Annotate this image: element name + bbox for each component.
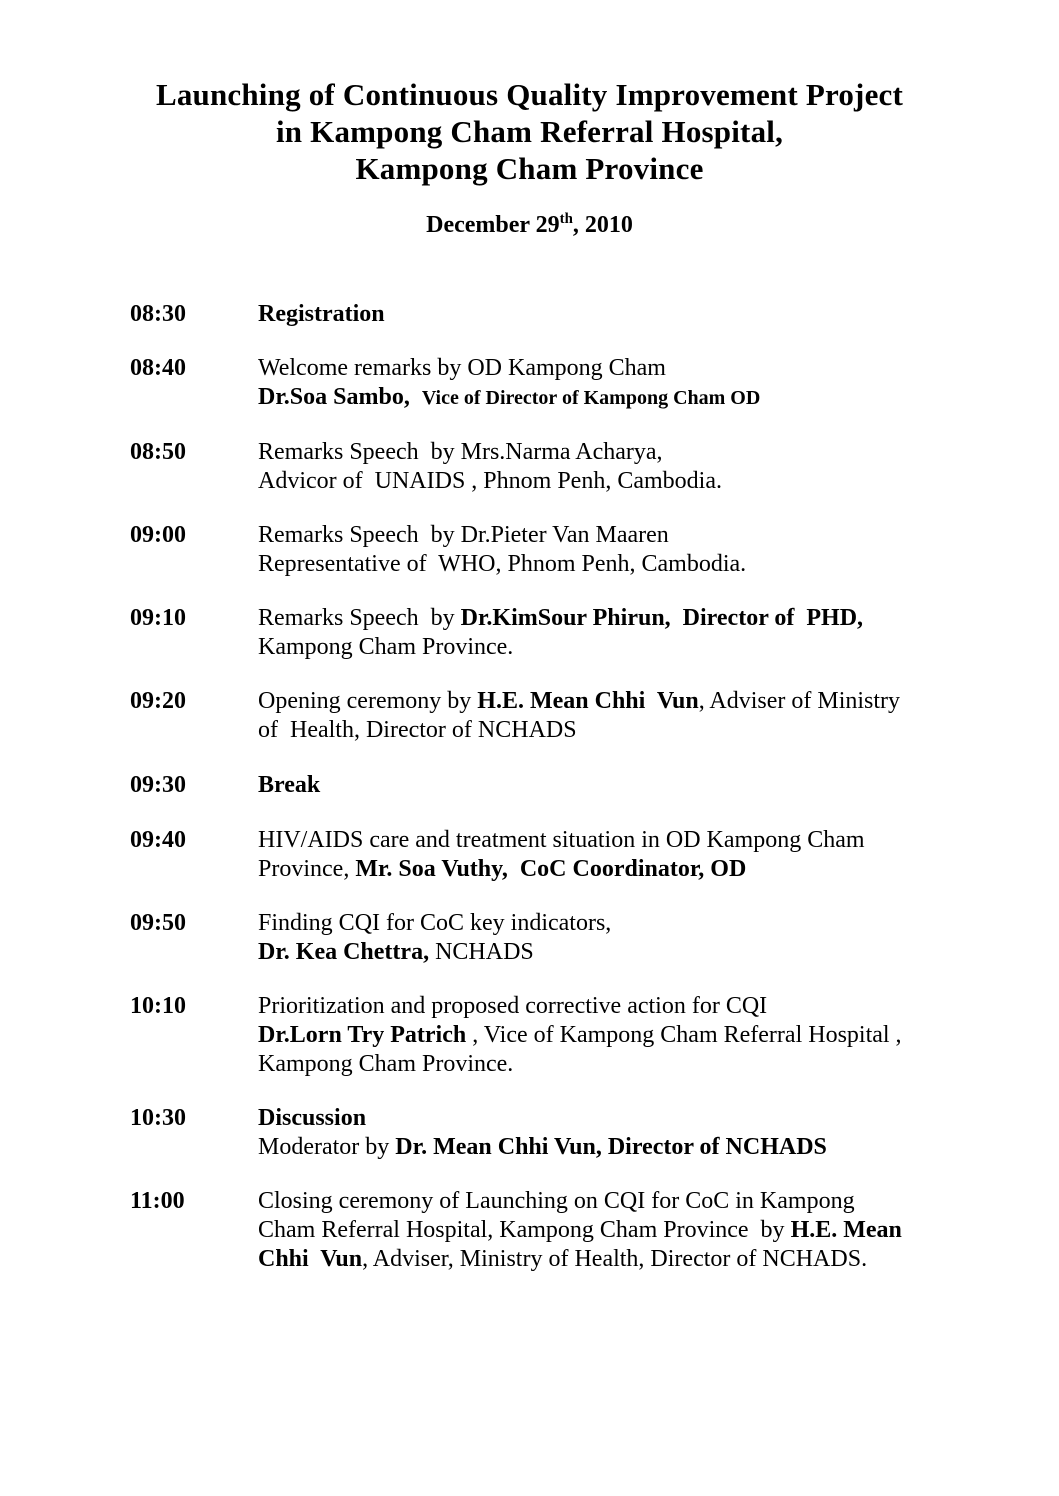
- schedule-description-line: [258, 909, 611, 938]
- schedule-time: 08:30: [130, 301, 186, 327]
- text: Remarks Speech by: [258, 605, 461, 631]
- schedule-time: 09:20: [130, 688, 186, 714]
- schedule-description-line: [258, 1133, 827, 1162]
- event-date: [0, 211, 1059, 240]
- emphasized-text: Discussion: [258, 1105, 367, 1131]
- text: Province,: [258, 856, 356, 882]
- schedule-row: [0, 992, 1059, 1079]
- schedule-row: [0, 521, 1059, 579]
- schedule-description-line: [258, 992, 902, 1021]
- title-line-2: in Kampong Cham Referral Hospital,: [275, 114, 784, 149]
- schedule-description-line: [258, 383, 760, 413]
- text: Opening ceremony by: [258, 688, 478, 714]
- schedule-description-line: [258, 300, 385, 329]
- text: of Health, Director of NCHADS: [258, 717, 577, 743]
- schedule-description: [258, 438, 722, 496]
- schedule-description: [258, 1104, 827, 1162]
- schedule-row: [0, 1187, 1059, 1274]
- schedule-row: [0, 300, 1059, 329]
- emphasized-text: Dr.Lorn Try Patrich: [258, 1022, 473, 1048]
- emphasized-text: Dr.KimSour Phirun, Director of PHD,: [460, 605, 864, 631]
- schedule-description-line: [258, 354, 760, 383]
- schedule-row: [0, 438, 1059, 496]
- emphasized-text: Chhi Vun: [258, 1246, 363, 1272]
- schedule-row: [0, 826, 1059, 884]
- schedule-row: [0, 354, 1059, 413]
- emphasized-text: Vice of Director of Kampong Cham OD: [421, 387, 761, 409]
- emphasized-text: H.E. Mean: [790, 1217, 902, 1243]
- schedule-time: 09:40: [130, 827, 186, 853]
- text: HIV/AIDS care and treatment situation in OD Kampong Cham: [258, 827, 865, 853]
- emphasized-text: Mr. Soa Vuthy, CoC Coordinator, OD: [355, 856, 747, 882]
- schedule-description-line: [258, 1187, 902, 1216]
- emphasized-text: Dr. Mean Chhi Vun, Director of NCHADS: [395, 1134, 827, 1160]
- schedule-description: [258, 604, 863, 662]
- text: Closing ceremony of Launching on CQI for CoC in Kampong: [258, 1188, 855, 1214]
- text: , Adviser of Ministry: [698, 688, 901, 714]
- text: Kampong Cham Province.: [258, 634, 514, 660]
- emphasized-text: Break: [258, 772, 321, 798]
- schedule-description: [258, 909, 611, 967]
- schedule-description-line: [258, 550, 746, 579]
- text: Cham Referral Hospital, Kampong Cham Province by: [258, 1217, 791, 1243]
- schedule-description: [258, 1187, 902, 1274]
- schedule-description: [258, 992, 902, 1079]
- schedule-description-line: [258, 604, 863, 633]
- schedule-time: 08:40: [130, 355, 186, 381]
- schedule-description-line: [258, 1021, 902, 1050]
- date-ordinal-superscript: th: [559, 211, 573, 227]
- emphasized-text: H.E. Mean Chhi Vun: [477, 688, 699, 714]
- schedule-description-line: [258, 938, 611, 967]
- schedule-description: [258, 771, 320, 800]
- schedule-description: [258, 826, 865, 884]
- schedule-description-line: [258, 521, 746, 550]
- title-line-3: Kampong Cham Province: [355, 151, 704, 186]
- schedule-time: 09:00: [130, 522, 186, 548]
- text: Finding CQI for CoC key indicators,: [258, 910, 612, 936]
- text: Welcome remarks by OD Kampong Cham: [258, 355, 666, 381]
- schedule-row: [0, 1104, 1059, 1162]
- schedule-time: 10:30: [130, 1105, 186, 1131]
- schedule-description: [258, 521, 746, 579]
- text: Remarks Speech by Mrs.Narma Acharya,: [258, 439, 663, 465]
- schedule-row: [0, 909, 1059, 967]
- schedule-row: [0, 604, 1059, 662]
- schedule-description-line: [258, 1216, 902, 1245]
- text: Remarks Speech by Dr.Pieter Van Maaren: [258, 522, 669, 548]
- text: Moderator by: [258, 1134, 396, 1160]
- text: Advicor of UNAIDS , Phnom Penh, Cambodia.: [258, 468, 722, 494]
- text: , Vice of Kampong Cham Referral Hospital ,: [472, 1022, 902, 1048]
- schedule-description-line: [258, 1050, 902, 1079]
- date-suffix: , 2010: [572, 212, 633, 238]
- schedule-description-line: [258, 633, 863, 662]
- schedule-row: [0, 771, 1059, 800]
- schedule-time: 09:30: [130, 772, 186, 798]
- document-title: [0, 76, 1059, 187]
- schedule-description-line: [258, 1104, 827, 1133]
- schedule-description-line: [258, 467, 722, 496]
- emphasized-text: Registration: [258, 301, 385, 327]
- schedule-description-line: [258, 855, 865, 884]
- emphasized-text: Dr.Soa Sambo,: [258, 384, 422, 410]
- text: Kampong Cham Province.: [258, 1051, 514, 1077]
- schedule: [0, 300, 1059, 1274]
- text: Representative of WHO, Phnom Penh, Cambodia.: [258, 551, 747, 577]
- schedule-time: 09:50: [130, 910, 186, 936]
- schedule-description-line: [258, 826, 865, 855]
- text: NCHADS: [429, 939, 534, 965]
- schedule-time: 11:00: [130, 1188, 185, 1214]
- title-line-1: Launching of Continuous Quality Improvement Project: [155, 77, 904, 112]
- date-prefix: December 29: [426, 212, 560, 238]
- schedule-description-line: [258, 1245, 902, 1274]
- text: Prioritization and proposed corrective action for CQI: [258, 993, 768, 1019]
- schedule-description: [258, 354, 760, 413]
- text: , Adviser, Ministry of Health, Director of NCHADS.: [362, 1246, 868, 1272]
- schedule-description-line: [258, 716, 900, 745]
- schedule-description-line: [258, 687, 900, 716]
- schedule-description-line: [258, 771, 320, 800]
- emphasized-text: Dr. Kea Chettra,: [258, 939, 430, 965]
- schedule-time: 10:10: [130, 993, 186, 1019]
- schedule-description-line: [258, 438, 722, 467]
- schedule-row: [0, 687, 1059, 745]
- schedule-time: 09:10: [130, 605, 186, 631]
- schedule-description: [258, 300, 385, 329]
- schedule-description: [258, 687, 900, 745]
- schedule-time: 08:50: [130, 439, 186, 465]
